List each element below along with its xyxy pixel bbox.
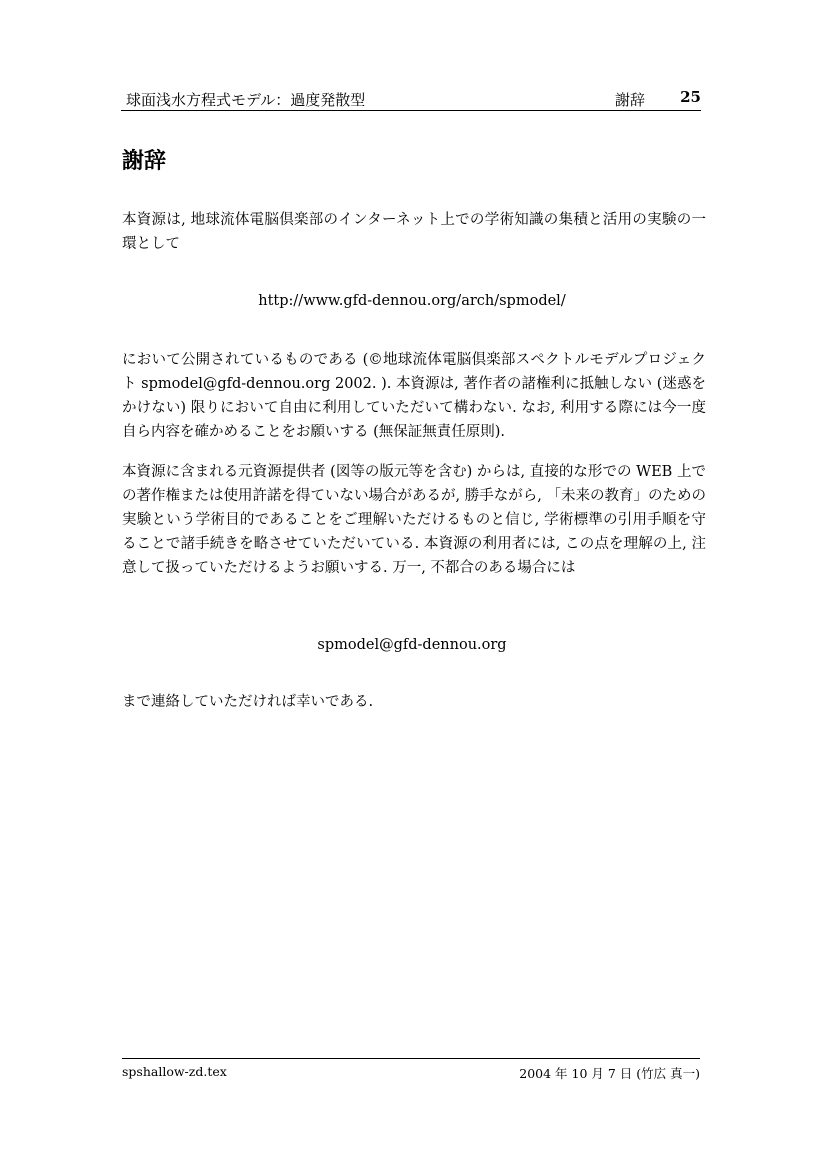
footer-filename: spshallow-zd.tex bbox=[122, 1064, 227, 1079]
header-section: 謝辞 bbox=[615, 91, 646, 109]
section-heading: 謝辞 bbox=[122, 149, 167, 174]
footer-divider bbox=[122, 1058, 700, 1059]
archive-url[interactable]: http://www.gfd-dennou.org/arch/spmodel/ bbox=[258, 293, 566, 309]
footer-date-author: 2004 年 10 月 7 日 (竹広 真一) bbox=[519, 1066, 700, 1081]
header-title: 球面浅水方程式モデル：過度発散型 bbox=[126, 91, 366, 109]
paragraph-license: において公開されているものである (©地球流体電脳倶楽部スペクトルモデルプロジェクト spmodel@gfd-dennou.org 2002. ). 本資源は, 著作者の諸権利に抵触しない (迷惑をかけない) 限りにおいて自由に利用していただいて構わない. なお, 利用する際には今一度自ら内容を確かめることをお願いする (無保証無責任原則). bbox=[122, 352, 706, 440]
paragraph-intro: 本資源は, 地球流体電脳倶楽部のインターネット上での学術知識の集積と活用の実験の一環として bbox=[122, 212, 706, 252]
contact-email[interactable]: spmodel@gfd-dennou.org bbox=[317, 637, 507, 653]
page-header bbox=[121, 88, 701, 111]
paragraph-contact: まで連絡していただければ幸いである. bbox=[122, 694, 374, 710]
page-number: 25 bbox=[680, 88, 701, 106]
paragraph-copyright-notice: 本資源に含まれる元資源提供者 (図等の版元等を含む) からは, 直接的な形での WEB 上での著作権または使用許諾を得ていない場合があるが, 勝手ながら, 「未来の教育」のための実験という学術目的であることをご理解いただけるものと信じ, 学術標準の引用手順を守ることで諸手続きを略させていただいている. 本資源の利用者には, この点を理解の上, 注意して扱っていただけるようお願いする. 万一, 不都合のある場合には bbox=[122, 464, 706, 576]
